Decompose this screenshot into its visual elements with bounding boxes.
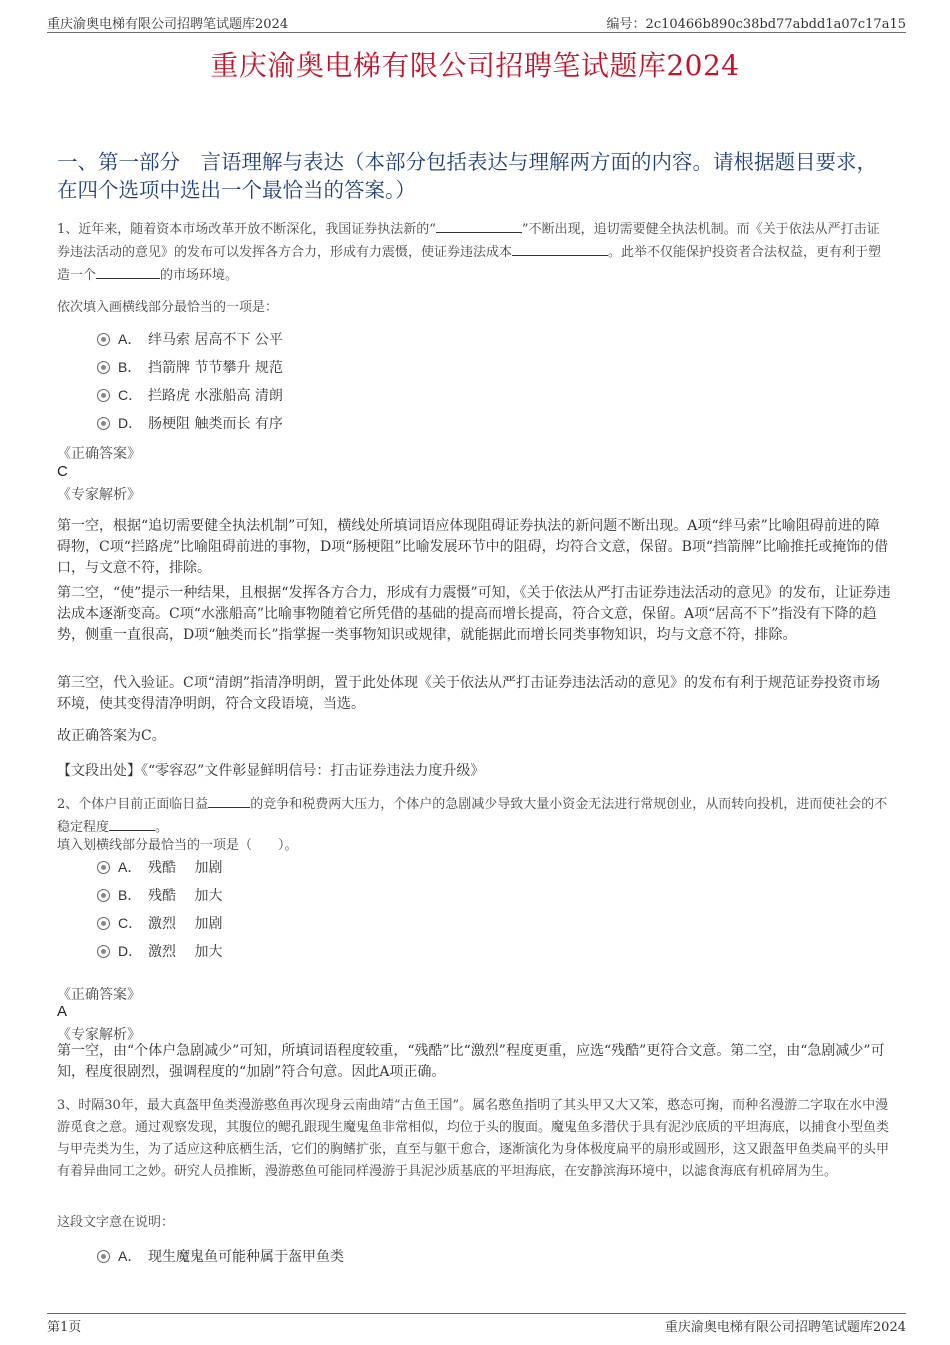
q2-option-c[interactable]: C． 激烈 加剧 — [97, 913, 222, 933]
blank-1 — [208, 793, 250, 808]
q2-option-b[interactable]: B． 残酷 加大 — [97, 885, 222, 905]
document-number: 编号：2c10466b890c38bd77abdd1a07c17a15 — [606, 17, 906, 32]
question-1-text-part4: 的市场环境。 — [160, 268, 239, 283]
q1-option-a[interactable]: A． 绊马索 居高不下 公平 — [97, 329, 283, 349]
footer-title: 重庆渝奥电梯有限公司招聘笔试题库2024 — [664, 1320, 906, 1335]
q1-answer: C — [57, 463, 68, 480]
page-title: 重庆渝奥电梯有限公司招聘笔试题库2024 — [210, 49, 740, 82]
question-3-prompt: 这段文字意在说明： — [57, 1215, 175, 1230]
question-2-text-part3: 。 — [155, 820, 169, 835]
blank-2 — [109, 816, 155, 831]
page-footer — [47, 1313, 906, 1334]
q2-option-a[interactable]: A． 残酷 加剧 — [97, 857, 222, 877]
radio-icon[interactable] — [97, 389, 110, 402]
q1-analysis-paragraph: 故正确答案为C。 — [57, 728, 166, 744]
q2-analysis-paragraph: 第一空，由“个体户急剧减少”可知，所填词语程度较重，“残酷”比“激烈”程度更重，应选“残酷”更符合文意。第二空，由“急剧减少”可知，程度很剧烈，强调程度的“加剧”符合句意。因此A项正确。 — [57, 1043, 885, 1080]
q1-option-b[interactable]: B． 挡箭牌 节节攀升 规范 — [97, 357, 283, 377]
question-1-text-part1: 1、近年来，随着资本市场改革开放不断深化，我国证券执法新的“ — [57, 222, 436, 237]
question-2-stem — [57, 793, 892, 839]
q1-analysis-paragraph: 第三空，代入验证。C项“清朗”指清净明朗，置于此处体现《关于依法从严打击证券违法活动的意见》的发布有利于规范证券投资市场环境，使其变得清净明朗，符合文段语境，当选。 — [57, 675, 881, 712]
radio-icon[interactable] — [97, 917, 110, 930]
page-number: 第1页 — [47, 1320, 82, 1335]
question-1-text-part2: ”不断出现，追切需要健全执法机制。而《关于依法从严打击证券违法活动的意见》的发布可以发挥各方合力，形成有力震慑，使证券违法成本 — [57, 222, 880, 260]
radio-icon[interactable] — [97, 945, 110, 958]
radio-icon[interactable] — [97, 361, 110, 374]
question-1-stem — [57, 218, 892, 287]
q1-source: 【文段出处】《“零容忍”文件彰显鲜明信号：打击证券违法力度升级》 — [57, 763, 485, 779]
header-title: 重庆渝奥电梯有限公司招聘笔试题库2024 — [47, 17, 289, 32]
q1-option-d[interactable]: D． 肠梗阻 触类而长 有序 — [97, 413, 283, 433]
blank-3 — [96, 264, 160, 279]
section-heading: 一、第一部分 言语理解与表达（本部分包括表达与理解两方面的内容。请根据题目要求，在四个选项中选出一个最恰当的答案。） — [57, 150, 877, 202]
q2-answer: A — [57, 1003, 68, 1020]
radio-icon[interactable] — [97, 861, 110, 874]
blank-1 — [436, 218, 522, 233]
question-2-text-part1: 2、个体户目前正面临日益 — [57, 797, 209, 812]
q3-option-a[interactable]: A． 现生魔鬼鱼可能种属于盔甲鱼类 — [97, 1246, 344, 1266]
q1-analysis-paragraph: 第二空，“使”提示一种结果，且根据“发挥各方合力，形成有力震慑”可知，《关于依法从严打击证券违法活动的意见》的发布，让证券违法成本逐渐变高。C项“水涨船高”比喻事物随着它所凭借的基础的提高而增长提高，符合文意，保留。A项“居高不下”指没有下降的趋势，侧重一直很高，D项“触类而长”指掌握一类事物知识或规律，就能据此而增长同类事物知识，均与文意不符，排除。 — [57, 585, 891, 643]
q2-answer-label: 《正确答案》 — [57, 987, 141, 1003]
page-header — [47, 10, 906, 33]
question-1-text-part3: 。此举不仅能保护投资者合法权益，更有利于塑造一个 — [57, 245, 882, 283]
q2-analysis-label: 《专家解析》 — [57, 1027, 141, 1043]
question-2-text-part2: 的竞争和税费两大压力，个体户的急剧减少导致大量小资金无法进行常规创业，从而转向投机，进而使社会的不稳定程度 — [57, 797, 888, 835]
q1-analysis-label: 《专家解析》 — [57, 487, 141, 503]
question-2-prompt: 填入划横线部分最恰当的一项是（ ）。 — [57, 838, 298, 853]
q2-option-d[interactable]: D． 激烈 加大 — [97, 941, 222, 961]
q1-analysis-paragraph: 第一空，根据“追切需要健全执法机制”可知，横线处所填词语应体现阻碍证券执法的新问题不断出现。A项“绊马索”比喻阻碍前进的障碍物，C项“拦路虎”比喻阻碍前进的事物，D项“肠梗阻”比喻发展环节中的阻碍，均符合文意，保留。B项“挡箭牌”比喻推托或掩饰的借口，与文意不符，排除。 — [57, 518, 889, 576]
question-1-prompt: 依次填入画横线部分最恰当的一项是： — [57, 300, 279, 315]
radio-icon[interactable] — [97, 417, 110, 430]
blank-2 — [512, 241, 608, 256]
q1-option-c[interactable]: C． 拦路虎 水涨船高 清朗 — [97, 385, 283, 405]
radio-icon[interactable] — [97, 1250, 110, 1263]
radio-icon[interactable] — [97, 889, 110, 902]
radio-icon[interactable] — [97, 333, 110, 346]
q1-answer-label: 《正确答案》 — [57, 446, 141, 462]
question-3-stem: 3、时隔30年，最大真盔甲鱼类漫游憨鱼再次现身云南曲靖“古鱼王国”。属名憨鱼指明了其头甲又大又笨，憨态可掬，而种名漫游二字取在水中漫游觅食之意。通过观察发现，其腹位的鳃孔跟现生魔鬼鱼非常相似，均位于头的腹面。魔鬼鱼多潜伏于具有泥沙底质的平坦海底，以捕食小型鱼类与甲壳类为生，为了适应这种底栖生活，它们的胸鳍扩张，直至与躯干愈合，逐渐演化为身体极度扁平的扇形或圆形，这又跟盔甲鱼类扁平的头甲有着异曲同工之妙。研究人员推断，漫游憨鱼可能同样漫游于具泥沙质基底的平坦海底，在安静滨海环境中，以滤食海底有机碎屑为生。 — [57, 1098, 890, 1179]
